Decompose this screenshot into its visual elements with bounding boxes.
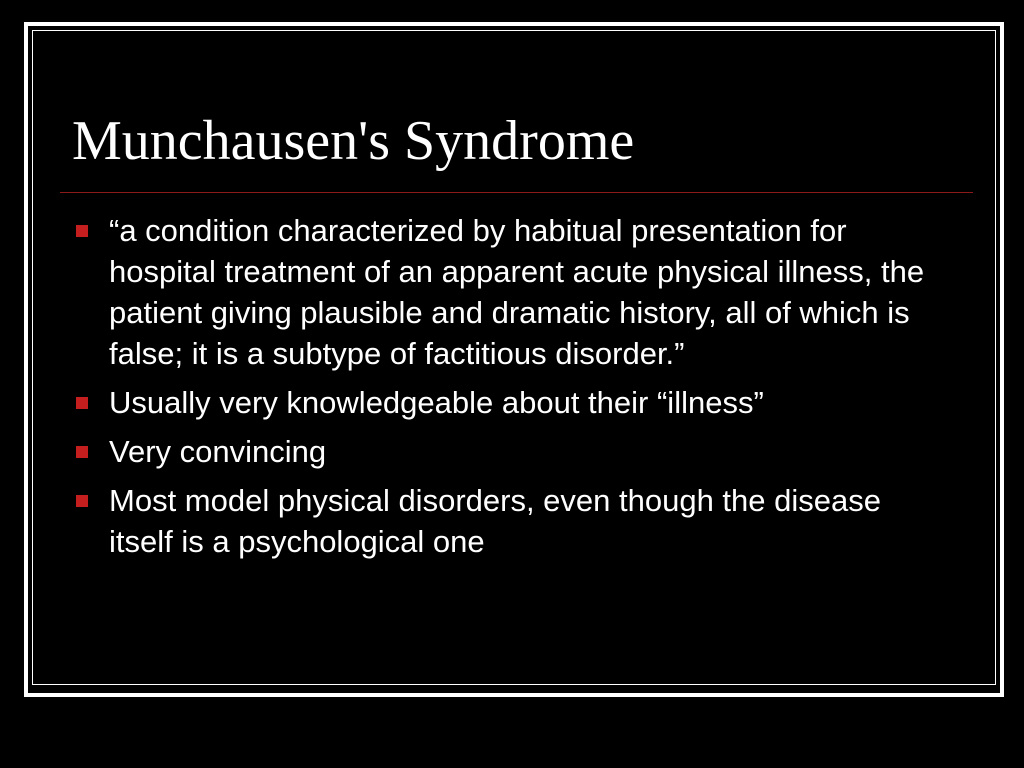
bullet-item: [70, 431, 950, 472]
square-bullet-icon: [76, 495, 88, 507]
slide-title: Munchausen's Syndrome: [72, 110, 635, 172]
bullet-item: [70, 382, 950, 423]
square-bullet-icon: [76, 397, 88, 409]
bullet-item: [70, 210, 950, 374]
bullet-text: Most model physical disorders, even though the disease itself is a psychological one: [109, 483, 881, 559]
bullet-text: Usually very knowledgeable about their “illness”: [109, 385, 764, 420]
bullet-text: Very convincing: [109, 434, 327, 469]
bullet-item: [70, 480, 950, 562]
bullet-text: “a condition characterized by habitual presentation for hospital treatment of an apparent acute physical illness, the patient giving plausible and dramatic history, all of which is false; it is a subtype of factitious disorder.”: [109, 213, 925, 371]
bullet-list: [70, 210, 950, 570]
title-divider: [60, 192, 973, 193]
square-bullet-icon: [76, 446, 88, 458]
square-bullet-icon: [76, 225, 88, 237]
